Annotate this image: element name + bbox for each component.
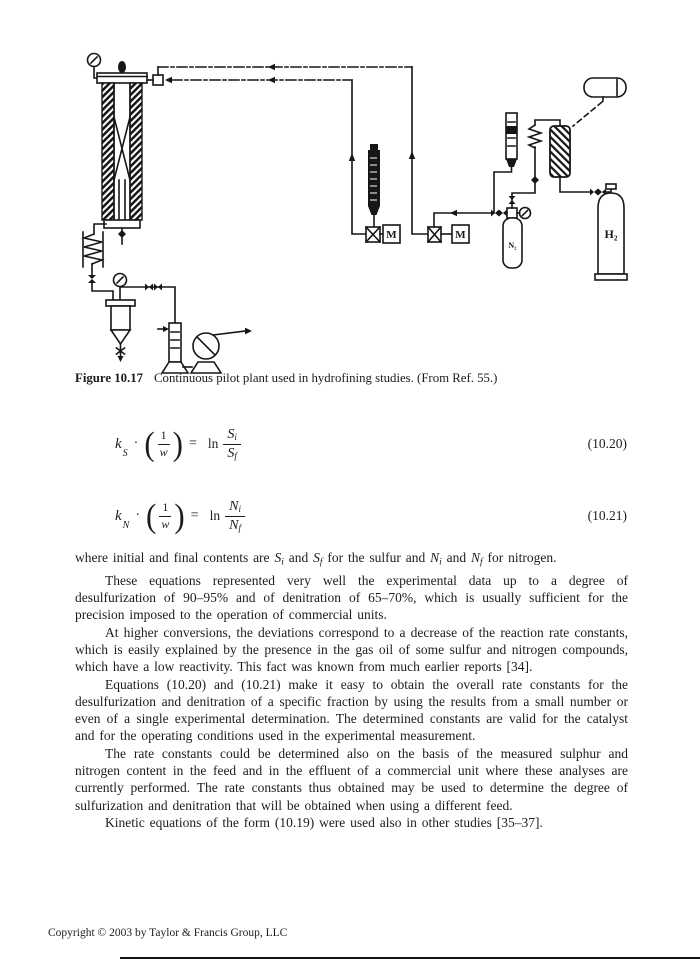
separator-vessel [106, 274, 175, 363]
right-paren: ) [174, 496, 185, 535]
equation-10-20 [75, 414, 627, 474]
ln-function: ln [207, 436, 219, 451]
storage-cylinder [573, 78, 626, 126]
equation-number: (10.20) [587, 436, 627, 451]
feed-burette [368, 144, 380, 227]
paragraph-commercial-unit: The rate constants could be determined also on the basis of the measured sulphur and nitrogen content in the feed and in the effluent of a commercial unit where these analyses are currently performed. The rate constants thus obtained may be used to determine the degree of sulfurization and denitration that will be obtained when using a different feed. [75, 745, 628, 813]
rate-constant-symbol: k [115, 435, 122, 452]
equation-10-20-expression: k S · ( $\frac{1}{w}$ ) = ln $\frac{Si}{Sf}$ [115, 427, 243, 462]
body-text [75, 549, 628, 831]
feed-line [147, 75, 366, 234]
figure-caption-label: Figure 10.17 [75, 371, 144, 385]
gas-pump [428, 210, 491, 243]
equation-10-21-expression: k N · ( $\frac{1}{w}$ ) = ln $\frac{Ni}{Nf}$ [115, 499, 247, 534]
nitrogen-cylinder-label: N₂ [508, 241, 517, 250]
left-paren: ( [146, 496, 157, 535]
absorber-column [158, 323, 188, 373]
paragraph-deviations: At higher conversions, the deviations correspond to a decrease of the reaction rate constants, which is easily explained by the presence in the gas oil of some sulfur and nitrogen compounds, which have a low reactivity. This fact was known from much earlier reports [34]. [75, 624, 628, 675]
ln-function: ln [209, 508, 221, 523]
drying-column [550, 126, 570, 177]
pump2-motor-label: M [455, 229, 466, 241]
hydrogen-cylinder-label: H₂ [604, 227, 618, 241]
reactor-vessel [97, 61, 147, 244]
hydrogen-cylinder [560, 177, 627, 280]
paragraph-variables: where initial and final contents are Si and Sf for the sulfur and Ni and Nf for nitrogen. [75, 550, 557, 568]
figure-caption-text: Continuous pilot plant used in hydrofining studies. (From Ref. 55.) [154, 371, 498, 385]
gas-line [158, 64, 428, 234]
paragraph-rate-constants: Equations (10.20) and (10.21) make it easy to obtain the overall rate constants for the desulfurization and denitration of a specific fraction by using the results from a small number or even of a single experimental determination. The determined constants are valid for the catalyst and for the operating conditions used in the experimental measurement. [75, 676, 628, 744]
paragraph-kinetic-equations: Kinetic equations of the form (10.19) were used also in other studies [35–37]. [105, 814, 543, 830]
left-paren: ( [144, 424, 155, 463]
page-edge-line [120, 957, 700, 959]
nitrogen-ratio-fraction: $\frac{Ni}{Nf}$ [225, 499, 245, 534]
cooler-coil [83, 224, 113, 300]
right-paren: ) [172, 424, 183, 463]
gas-meter [183, 328, 252, 373]
pump1-motor-label: M [386, 229, 397, 241]
inverse-space-velocity-fraction: $\frac{1}{w}$ [159, 428, 168, 459]
rate-constant-symbol: k [115, 507, 122, 524]
paragraph-accuracy: These equations represented very well the experimental data up to a degree of desulfurization of 90–95% and of denitration of 65–70%, which is usually sufficient for the precision imposed to the operation of commercial units. [75, 572, 628, 623]
feed-pump [366, 225, 400, 243]
figure-caption [75, 370, 585, 386]
nitrogen-cylinder [491, 147, 539, 268]
equation-10-21 [75, 486, 627, 546]
pilot-plant-diagram [0, 22, 700, 374]
copyright-notice: Copyright © 2003 by Taylor & Francis Group, LLC [48, 927, 288, 939]
equation-number: (10.21) [587, 508, 627, 523]
inverse-space-velocity-fraction: $\frac{1}{w}$ [161, 500, 170, 531]
sulfur-ratio-fraction: $\frac{Si}{Sf}$ [223, 427, 241, 462]
